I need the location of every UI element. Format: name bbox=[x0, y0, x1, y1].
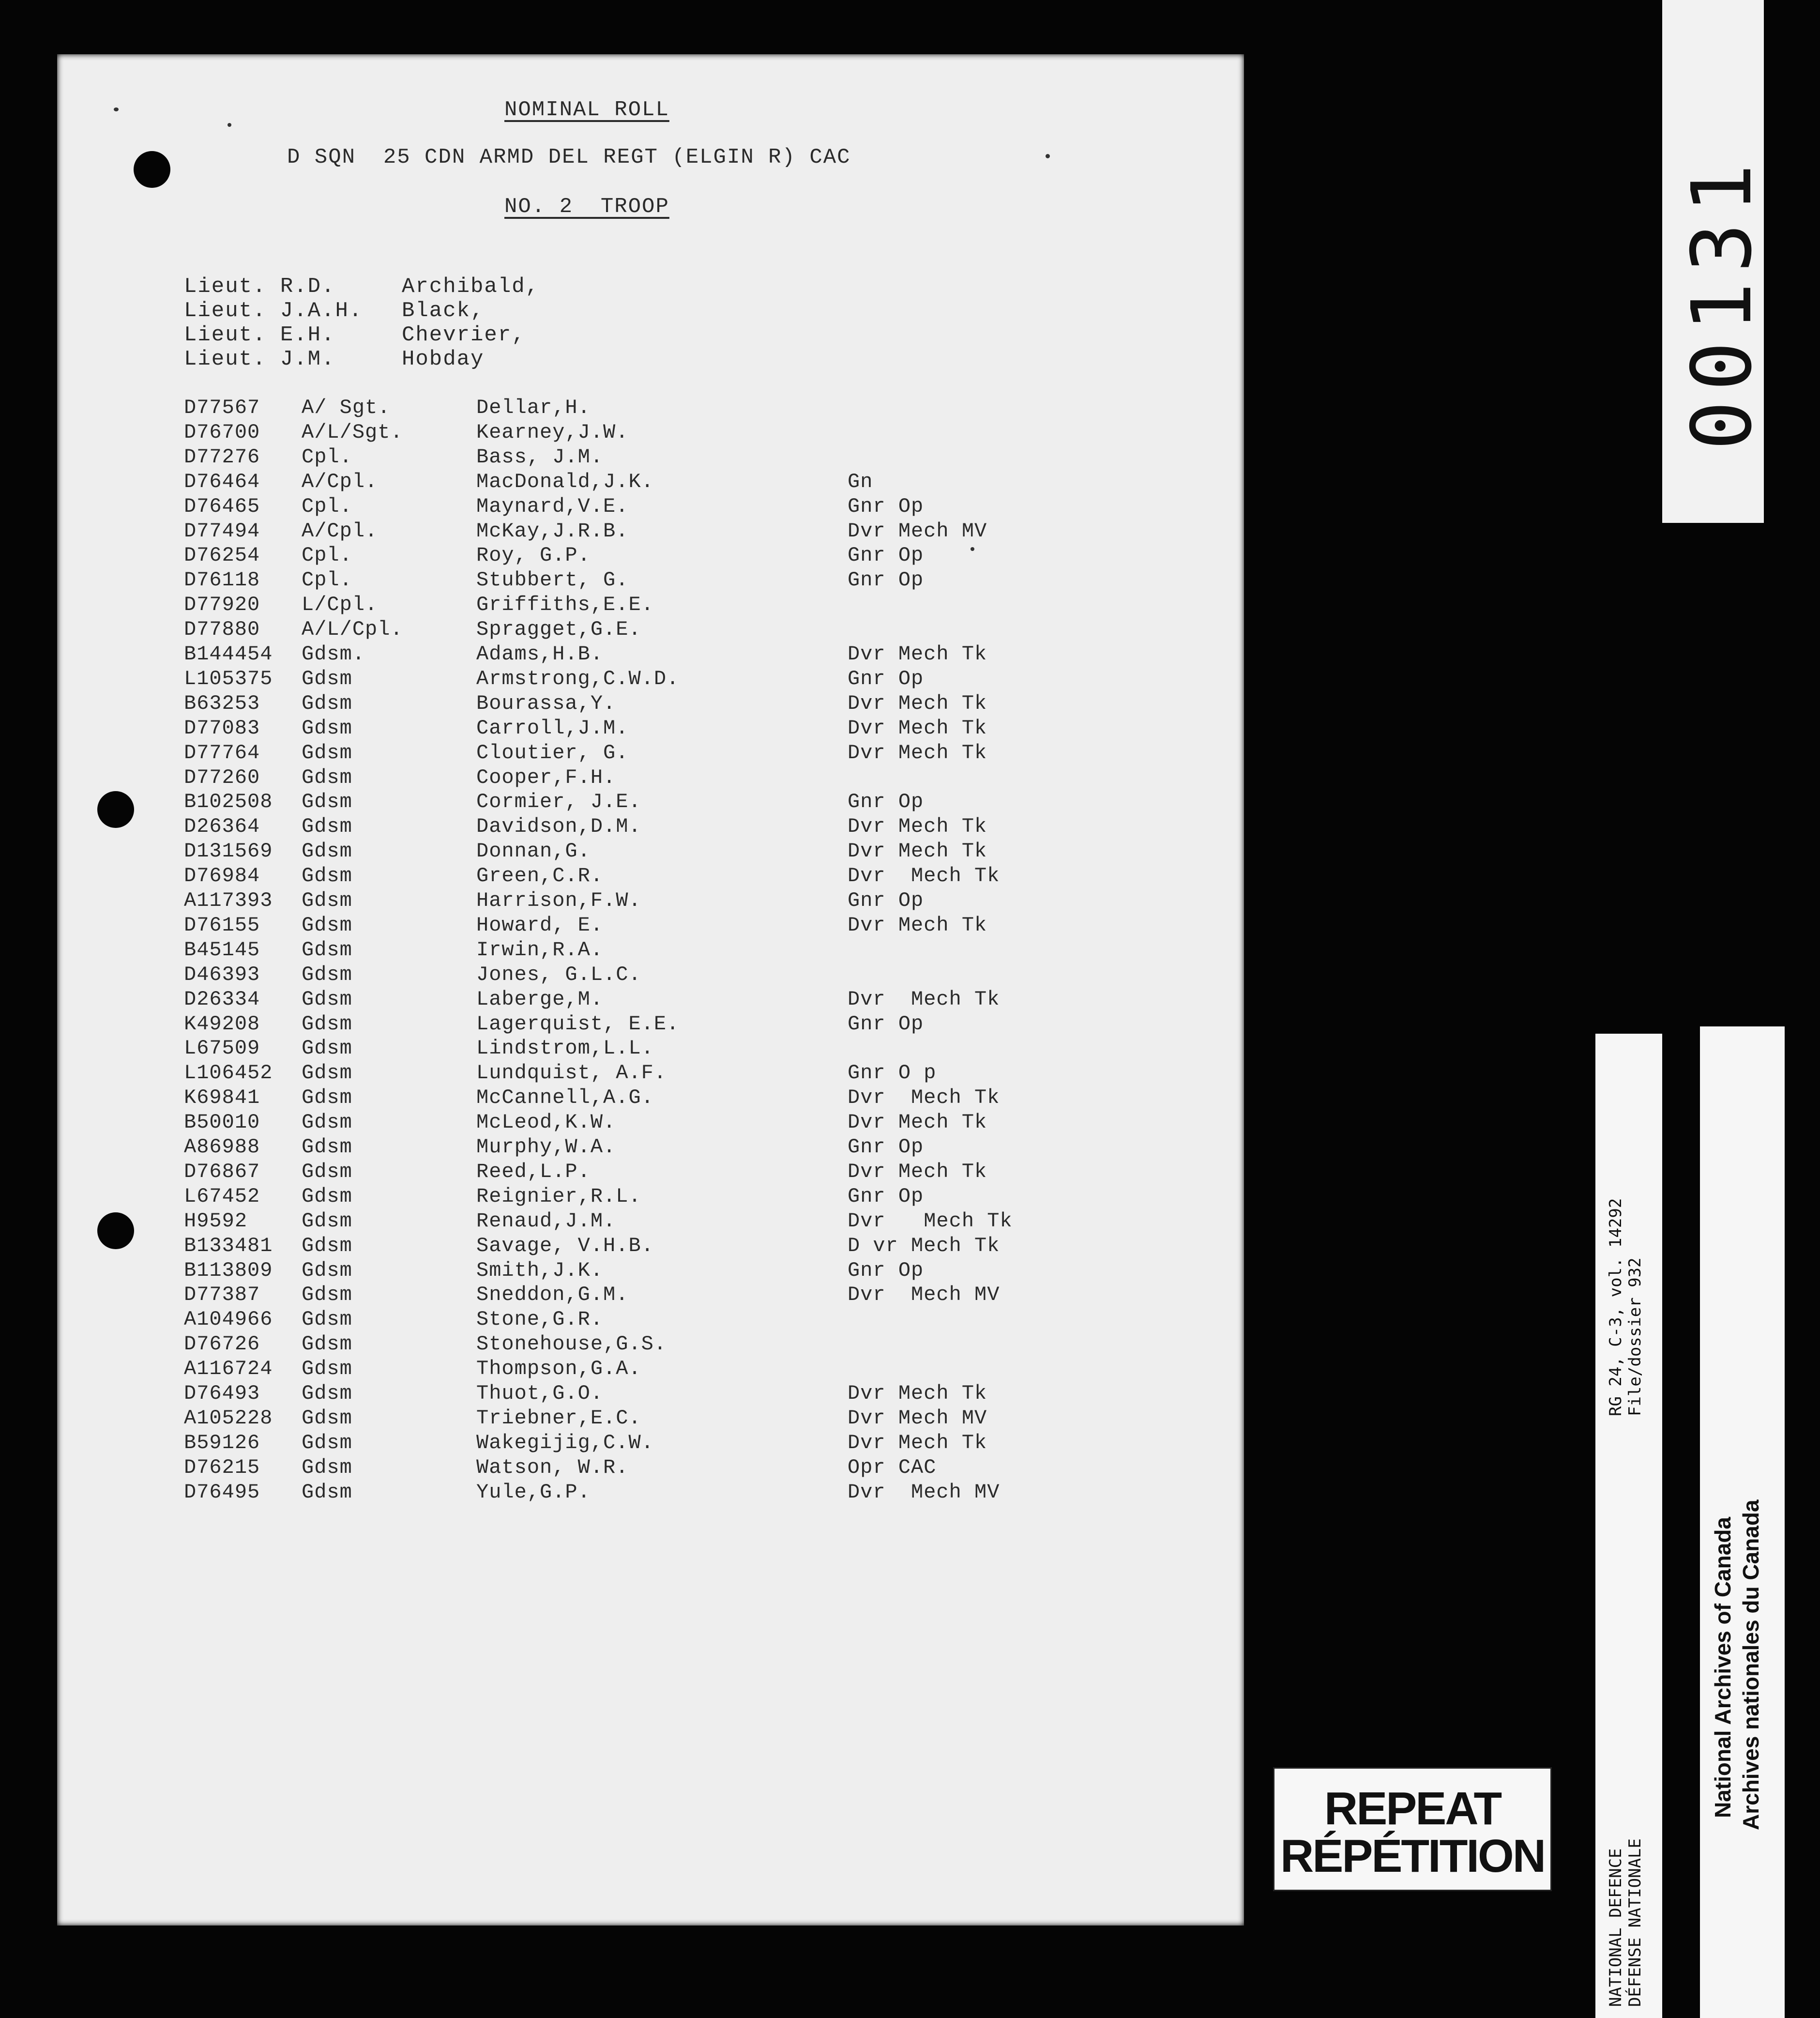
soldier-name: Roy, G.P. bbox=[476, 544, 591, 567]
soldier-name: Sneddon,G.M. bbox=[476, 1283, 629, 1307]
roll-row bbox=[57, 1456, 1244, 1481]
officer-name: Chevrier, bbox=[402, 323, 526, 347]
service-number: D76984 bbox=[184, 864, 260, 888]
service-number: D76215 bbox=[184, 1455, 260, 1479]
rank: Gdsm bbox=[302, 691, 352, 715]
trade: Dvr Mech MV bbox=[848, 1283, 1000, 1307]
roll-row bbox=[57, 1012, 1244, 1037]
soldier-name: Davidson,D.M. bbox=[476, 815, 641, 839]
archives-french: Archives nationales du Canada bbox=[1738, 1499, 1763, 1830]
soldier-name: Yule,G.P. bbox=[476, 1480, 591, 1504]
soldier-name: McKay,J.R.B. bbox=[476, 519, 629, 543]
roll-row bbox=[57, 445, 1244, 470]
rank: Gdsm bbox=[302, 1480, 352, 1504]
officer-rank: Lieut. E.H. bbox=[184, 323, 335, 347]
service-number: D77880 bbox=[184, 618, 260, 642]
trade: Gnr Op bbox=[848, 568, 924, 592]
roll-row bbox=[57, 642, 1244, 667]
roll-row bbox=[57, 1431, 1244, 1456]
rank: Gdsm bbox=[302, 667, 352, 690]
roll-row bbox=[57, 1283, 1244, 1308]
trade: Dvr Mech Tk bbox=[848, 1431, 987, 1454]
service-number: D77567 bbox=[184, 396, 260, 419]
rank: Gdsm bbox=[302, 1406, 352, 1430]
service-number: D76867 bbox=[184, 1160, 260, 1183]
soldier-name: Armstrong,C.W.D. bbox=[476, 667, 680, 690]
roll-row bbox=[57, 790, 1244, 815]
roll-row bbox=[57, 815, 1244, 840]
rank: Gdsm bbox=[302, 1209, 352, 1233]
trade: Gnr Op bbox=[848, 544, 924, 567]
roll-row bbox=[57, 1086, 1244, 1111]
service-number: L105375 bbox=[184, 667, 273, 690]
roll-row bbox=[57, 1135, 1244, 1160]
soldier-name: Lindstrom,L.L. bbox=[476, 1037, 654, 1060]
trade: Gnr Op bbox=[848, 889, 924, 912]
reference-line-2: File/dossier 932 bbox=[1625, 1257, 1645, 1416]
roll-row bbox=[57, 495, 1244, 520]
rank: Cpl. bbox=[302, 544, 352, 567]
trade: D vr Mech Tk bbox=[848, 1234, 1000, 1257]
roll-row bbox=[57, 717, 1244, 741]
trade: Gnr Op bbox=[848, 494, 924, 518]
trade: Dvr Mech Tk bbox=[848, 1086, 1000, 1110]
soldier-name: Triebner,E.C. bbox=[476, 1406, 641, 1430]
trade: Dvr Mech Tk bbox=[848, 840, 987, 863]
service-number: B144454 bbox=[184, 642, 273, 666]
roll-row bbox=[57, 938, 1244, 963]
reference-line-1: RG 24, C-3, vol. 14292 bbox=[1606, 1198, 1625, 1416]
service-number: D76700 bbox=[184, 420, 260, 444]
rank: Gdsm bbox=[302, 1283, 352, 1307]
repeat-text: REPEAT bbox=[1324, 1783, 1501, 1835]
service-number: A117393 bbox=[184, 889, 273, 912]
trade: Gnr Op bbox=[848, 1184, 924, 1208]
rank: A/L/Cpl. bbox=[302, 618, 403, 642]
trade: Dvr Mech Tk bbox=[848, 691, 987, 715]
rank: Gdsm bbox=[302, 889, 352, 912]
trade: Gnr Op bbox=[848, 1258, 924, 1282]
rank: Gdsm bbox=[302, 1086, 352, 1110]
trade: Gn bbox=[848, 470, 873, 493]
officer-name: Black, bbox=[402, 299, 485, 323]
roll-row bbox=[57, 1234, 1244, 1259]
soldier-name: Kearney,J.W. bbox=[476, 420, 629, 444]
service-number: D77920 bbox=[184, 593, 260, 617]
soldier-name: MacDonald,J.K. bbox=[476, 470, 654, 493]
trade: Dvr Mech Tk bbox=[848, 1209, 1013, 1233]
trade: Dvr Mech Tk bbox=[848, 1160, 987, 1183]
service-number: K69841 bbox=[184, 1086, 260, 1110]
soldier-name: Murphy,W.A. bbox=[476, 1135, 616, 1159]
soldier-name: Watson, W.R. bbox=[476, 1455, 629, 1479]
trade: Gnr Op bbox=[848, 790, 924, 814]
officer-rank: Lieut. R.D. bbox=[184, 275, 335, 299]
trade: Gnr Op bbox=[848, 1135, 924, 1159]
roll-row bbox=[57, 396, 1244, 421]
officer-rank: Lieut. J.M. bbox=[184, 347, 335, 371]
roll-row bbox=[57, 1332, 1244, 1357]
troop-heading: NO. 2 TROOP bbox=[504, 195, 669, 219]
service-number: D76155 bbox=[184, 913, 260, 937]
soldier-name: Donnan,G. bbox=[476, 840, 591, 863]
trade: Opr CAC bbox=[848, 1455, 937, 1479]
officer-name: Archibald, bbox=[402, 275, 540, 299]
roll-row bbox=[57, 1160, 1244, 1185]
film-speck bbox=[1046, 154, 1050, 158]
rank: Cpl. bbox=[302, 494, 352, 518]
roll-row bbox=[57, 963, 1244, 988]
rank: Gdsm bbox=[302, 815, 352, 839]
roll-row bbox=[57, 988, 1244, 1012]
trade: Gnr Op bbox=[848, 667, 924, 690]
service-number: D26364 bbox=[184, 815, 260, 839]
soldier-name: Spragget,G.E. bbox=[476, 618, 641, 642]
trade: Dvr Mech MV bbox=[848, 519, 987, 543]
archival-reference-tab bbox=[1595, 1034, 1662, 2018]
soldier-name: Thompson,G.A. bbox=[476, 1357, 641, 1381]
rank: Gdsm bbox=[302, 1012, 352, 1036]
trade: Dvr Mech Tk bbox=[848, 1382, 987, 1405]
rank: Gdsm bbox=[302, 1308, 352, 1331]
rank: A/Cpl. bbox=[302, 519, 378, 543]
rank: Gdsm bbox=[302, 1160, 352, 1183]
repeat-stamp bbox=[1273, 1767, 1552, 1891]
roll-row bbox=[57, 1406, 1244, 1431]
service-number: D76464 bbox=[184, 470, 260, 493]
rank: Gdsm bbox=[302, 1135, 352, 1159]
rank: A/L/Sgt. bbox=[302, 420, 403, 444]
roll-row bbox=[57, 1061, 1244, 1086]
roll-row bbox=[57, 741, 1244, 766]
service-number: D77387 bbox=[184, 1283, 260, 1307]
rank: Gdsm bbox=[302, 1258, 352, 1282]
rank: Gdsm bbox=[302, 963, 352, 986]
soldier-name: Stone,G.R. bbox=[476, 1308, 604, 1331]
roll-row bbox=[57, 889, 1244, 914]
roll-row bbox=[57, 667, 1244, 692]
service-number: B63253 bbox=[184, 691, 260, 715]
officer-rank: Lieut. J.A.H. bbox=[184, 299, 363, 323]
rank: Gdsm bbox=[302, 741, 352, 764]
document-title: NOMINAL ROLL bbox=[504, 98, 669, 122]
roll-row bbox=[57, 1259, 1244, 1284]
roll-row bbox=[57, 1185, 1244, 1209]
trade: Dvr Mech Tk bbox=[848, 642, 987, 666]
rank: Gdsm bbox=[302, 913, 352, 937]
rank: Gdsm bbox=[302, 1111, 352, 1134]
soldier-name: Adams,H.B. bbox=[476, 642, 604, 666]
roll-row bbox=[57, 421, 1244, 445]
roll-row bbox=[57, 766, 1244, 791]
soldier-name: Thuot,G.O. bbox=[476, 1382, 604, 1405]
rank: Gdsm bbox=[302, 840, 352, 863]
service-number: B102508 bbox=[184, 790, 273, 814]
rank: Cpl. bbox=[302, 568, 352, 592]
rank: Gdsm bbox=[302, 938, 352, 962]
rank: Gdsm bbox=[302, 1455, 352, 1479]
film-speck bbox=[971, 547, 974, 551]
roll-row bbox=[57, 544, 1244, 568]
film-speck bbox=[114, 107, 119, 111]
service-number: A104966 bbox=[184, 1308, 273, 1331]
trade: Dvr Mech Tk bbox=[848, 913, 987, 937]
rank: Gdsm bbox=[302, 1332, 352, 1356]
rank: L/Cpl. bbox=[302, 593, 378, 617]
rank: Gdsm bbox=[302, 716, 352, 740]
soldier-name: Dellar,H. bbox=[476, 396, 591, 419]
service-number: D26334 bbox=[184, 987, 260, 1011]
soldier-name: Green,C.R. bbox=[476, 864, 604, 888]
rank: Gdsm bbox=[302, 1382, 352, 1405]
repetition-text: RÉPÉTITION bbox=[1280, 1830, 1545, 1882]
service-number: B133481 bbox=[184, 1234, 273, 1257]
service-number: L106452 bbox=[184, 1061, 273, 1085]
service-number: H9592 bbox=[184, 1209, 248, 1233]
national-archives-tab bbox=[1700, 1026, 1785, 2018]
roll-row bbox=[57, 470, 1244, 495]
roll-row bbox=[57, 1111, 1244, 1135]
roll-row bbox=[57, 1481, 1244, 1505]
soldier-name: Harrison,F.W. bbox=[476, 889, 641, 912]
department-line-2: DÉFENSE NATIONALE bbox=[1625, 1838, 1645, 2007]
roll-row bbox=[57, 1308, 1244, 1332]
soldier-name: Cooper,F.H. bbox=[476, 765, 616, 789]
soldier-name: Reignier,R.L. bbox=[476, 1184, 641, 1208]
service-number: D77764 bbox=[184, 741, 260, 764]
punch-hole-top bbox=[134, 151, 170, 188]
soldier-name: Renaud,J.M. bbox=[476, 1209, 616, 1233]
service-number: D76493 bbox=[184, 1382, 260, 1405]
trade: Dvr Mech MV bbox=[848, 1406, 987, 1430]
rank: Gdsm bbox=[302, 790, 352, 814]
rank: Gdsm bbox=[302, 1431, 352, 1454]
service-number: B50010 bbox=[184, 1111, 260, 1134]
rank: A/Cpl. bbox=[302, 470, 378, 493]
trade: Gnr O p bbox=[848, 1061, 937, 1085]
service-number: K49208 bbox=[184, 1012, 260, 1036]
roll-row bbox=[57, 840, 1244, 864]
roll-row bbox=[57, 1209, 1244, 1234]
service-number: D77260 bbox=[184, 765, 260, 789]
roll-row bbox=[57, 692, 1244, 717]
rank: Cpl. bbox=[302, 445, 352, 469]
trade: Dvr Mech Tk bbox=[848, 815, 987, 839]
roll-row bbox=[57, 1037, 1244, 1061]
document-page bbox=[57, 54, 1244, 1926]
soldier-name: Stonehouse,G.S. bbox=[476, 1332, 667, 1356]
soldier-name: Laberge,M. bbox=[476, 987, 604, 1011]
unit-heading: D SQN 25 CDN ARMD DEL REGT (ELGIN R) CAC bbox=[287, 145, 851, 169]
rank: Gdsm bbox=[302, 1184, 352, 1208]
service-number: A116724 bbox=[184, 1357, 273, 1381]
archives-english: National Archives of Canada bbox=[1710, 1516, 1735, 1818]
soldier-name: McCannell,A.G. bbox=[476, 1086, 654, 1110]
service-number: D77083 bbox=[184, 716, 260, 740]
service-number: L67509 bbox=[184, 1037, 260, 1060]
soldier-name: Lundquist, A.F. bbox=[476, 1061, 667, 1085]
soldier-name: Wakegijig,C.W. bbox=[476, 1431, 654, 1454]
soldier-name: Cormier, J.E. bbox=[476, 790, 641, 814]
service-number: D131569 bbox=[184, 840, 273, 863]
soldier-name: Bass, J.M. bbox=[476, 445, 604, 469]
roll-row bbox=[57, 1382, 1244, 1406]
film-speck bbox=[228, 123, 231, 127]
service-number: B59126 bbox=[184, 1431, 260, 1454]
soldier-name: Lagerquist, E.E. bbox=[476, 1012, 680, 1036]
soldier-name: Savage, V.H.B. bbox=[476, 1234, 654, 1257]
rank: Gdsm bbox=[302, 1234, 352, 1257]
soldier-name: Jones, G.L.C. bbox=[476, 963, 641, 986]
roll-row bbox=[57, 520, 1244, 544]
rank: Gdsm bbox=[302, 1061, 352, 1085]
soldier-name: McLeod,K.W. bbox=[476, 1111, 616, 1134]
service-number: D76465 bbox=[184, 494, 260, 518]
service-number: D76726 bbox=[184, 1332, 260, 1356]
soldier-name: Carroll,J.M. bbox=[476, 716, 629, 740]
soldier-name: Stubbert, G. bbox=[476, 568, 629, 592]
roll-row bbox=[57, 593, 1244, 618]
soldier-name: Howard, E. bbox=[476, 913, 604, 937]
service-number: D76495 bbox=[184, 1480, 260, 1504]
frame-number: 00131 bbox=[1674, 154, 1770, 450]
rank: Gdsm bbox=[302, 864, 352, 888]
rank: Gdsm. bbox=[302, 642, 365, 666]
rank: Gdsm bbox=[302, 765, 352, 789]
soldier-name: Irwin,R.A. bbox=[476, 938, 604, 962]
service-number: D76118 bbox=[184, 568, 260, 592]
trade: Gnr Op bbox=[848, 1012, 924, 1036]
soldier-name: Cloutier, G. bbox=[476, 741, 629, 764]
trade: Dvr Mech Tk bbox=[848, 1111, 987, 1134]
trade: Dvr Mech Tk bbox=[848, 716, 987, 740]
service-number: D77276 bbox=[184, 445, 260, 469]
soldier-name: Maynard,V.E. bbox=[476, 494, 629, 518]
soldier-name: Griffiths,E.E. bbox=[476, 593, 654, 617]
roll-row bbox=[57, 1357, 1244, 1382]
trade: Dvr Mech Tk bbox=[848, 741, 987, 764]
service-number: D77494 bbox=[184, 519, 260, 543]
rank: Gdsm bbox=[302, 1037, 352, 1060]
rank: Gdsm bbox=[302, 987, 352, 1011]
roll-row bbox=[57, 864, 1244, 889]
roll-row bbox=[57, 618, 1244, 642]
rank: A/ Sgt. bbox=[302, 396, 391, 419]
officer-name: Hobday bbox=[402, 347, 485, 371]
soldier-name: Bourassa,Y. bbox=[476, 691, 616, 715]
trade: Dvr Mech MV bbox=[848, 1480, 1000, 1504]
soldier-name: Smith,J.K. bbox=[476, 1258, 604, 1282]
rank: Gdsm bbox=[302, 1357, 352, 1381]
service-number: A105228 bbox=[184, 1406, 273, 1430]
roll-row bbox=[57, 568, 1244, 593]
service-number: D46393 bbox=[184, 963, 260, 986]
trade: Dvr Mech Tk bbox=[848, 987, 1000, 1011]
frame-number-strip bbox=[1662, 0, 1770, 523]
department-line-1: NATIONAL DEFENCE bbox=[1606, 1848, 1625, 2007]
service-number: B113809 bbox=[184, 1258, 273, 1282]
service-number: A86988 bbox=[184, 1135, 260, 1159]
service-number: L67452 bbox=[184, 1184, 260, 1208]
roll-row bbox=[57, 914, 1244, 938]
soldier-name: Reed,L.P. bbox=[476, 1160, 591, 1183]
service-number: D76254 bbox=[184, 544, 260, 567]
service-number: B45145 bbox=[184, 938, 260, 962]
trade: Dvr Mech Tk bbox=[848, 864, 1000, 888]
